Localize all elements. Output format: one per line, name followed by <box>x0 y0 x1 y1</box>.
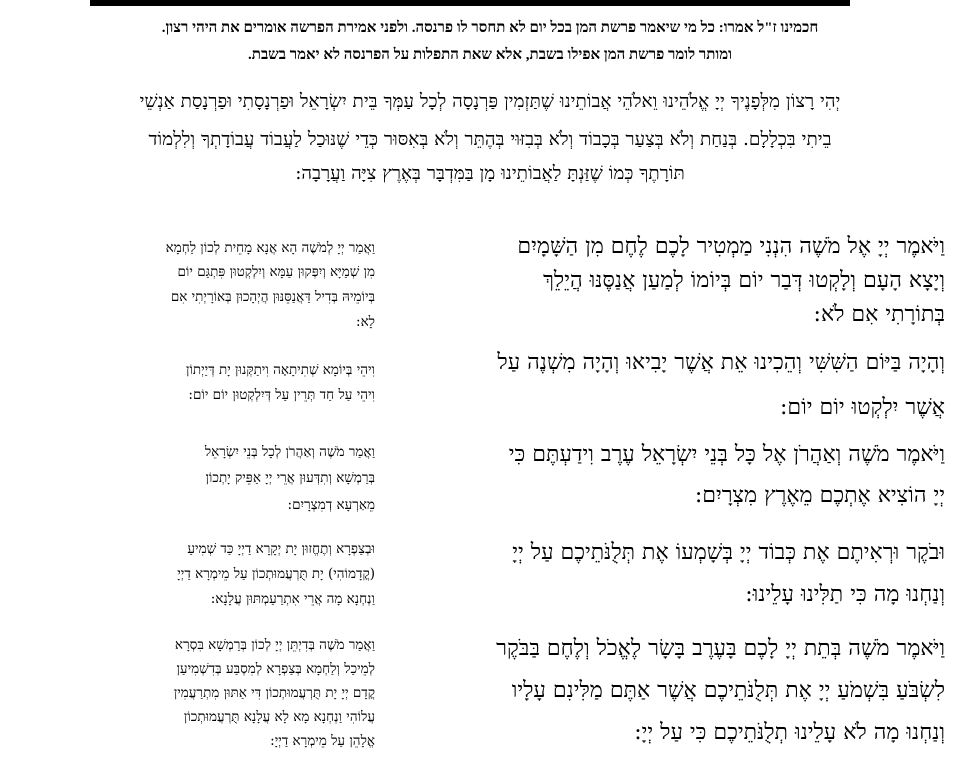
targum-5-line-3: קֳדָם יְיָ יָת תֻּרְעֲמוּתְכוֹן דִּי אַתּוּן מִתְרַעֲמִין <box>173 685 375 701</box>
verse-1-line-1: וַיֹּאמֶר יְיָ אֶל מֹשֶׁה הִנְנִי מַמְטִיר לָכֶם לֶחֶם מִן הַשָּׁמָיִם <box>517 234 945 259</box>
targum-5-line-5: אֱלָהֵן עַל מֵימְרָא דַיְיָ: <box>270 733 375 749</box>
verse-2-line-1: וְהָיָה בַּיּוֹם הַשִּׁשִּׁי וְהֵכִינוּ אֵת אֲשֶׁר יָבִיאוּ וְהָיָה מִשְׁנֶה עַל <box>497 350 945 375</box>
targum-3-line-2: בְּרַמְשָׁא וְתִדְּעוּן אֲרֵי יְיָ אַפֵּיק יָתְכוֹן <box>205 470 375 486</box>
verse-5-line-1: וַיֹּאמֶר מֹשֶׁה בְּתֵת יְיָ לָכֶם בָּעֶרֶב בָּשָׂר לֶאֱכֹל וְלֶחֶם בַּבֹּקֶר <box>496 636 945 661</box>
targum-3-line-3: מֵאַרְעָא דְמִצְרָיִם: <box>287 497 375 513</box>
intro-line-2: ומותר לומר פרשת המן אפילו בשבת, אלא שאת התפלות על הפרנסה לא יאמר בשבת. <box>248 47 732 63</box>
prayer-line-2: בֵיתִי בִּכְלָלָם. בְּנַחַת וְלֹא בְּצַעַר בְּכָבוֹד וְלֹא בְּבִזּוּי בְּהֶתֵּר וְלֹא בְּאִסּוּר כְּדֵי שֶׁנּוּכַל לַעֲבוֹד עֲבוֹדָתְךָ וְלִלְמוֹד <box>148 129 832 150</box>
verse-4-line-1: וּבֹקֶר וּרְאִיתֶם אֶת כְּבוֹד יְיָ בְּשָׁמְעוֹ אֶת תְּלֻנֹּתֵיכֶם עַל יְיָ <box>512 540 945 565</box>
targum-2-line-2: וִיהֵי עַל חַד תְּרֵין עַל דְּיִלְקְטוּן יוֹם יוֹם: <box>188 387 375 403</box>
verse-3-line-2: יְיָ הוֹצִיא אֶתְכֶם מֵאֶרֶץ מִצְרָיִם: <box>694 483 945 508</box>
intro-line-1: חכמינו ז"ל אמרו: כל מי שיאמר פרשת המן בכל יום לא תחסר לו פרנסה. ולפני אמירת הפרשה אומרים את היהי רצון. <box>161 20 819 36</box>
targum-1-line-4: לָא: <box>356 314 375 330</box>
verse-1-line-2: וְיָצָא הָעָם וְלָקְטוּ דְּבַר יוֹם בְּיוֹמוֹ לְמַעַן אֲנַסֶּנּוּ הֲיֵלֵךְ <box>543 268 945 293</box>
targum-4-line-3: וַנְחְנָא מָה אֲרֵי אִתְרַעַמְתּוּן עֲלָנָא: <box>210 591 375 607</box>
targum-5-line-1: וַאֲמַר מֹשֶׁה בְּדִיְתֵּן יְיָ לְכוֹן בְּרַמְשָׁא בִּסְרָא <box>174 637 375 653</box>
targum-2-line-1: וִיהֵי בְּיוֹמָא שְׁתִיתָאָה וִיתַקְּנוּן יָת דְּיַיְתוֹן <box>186 362 375 378</box>
verse-4-line-2: וְנַחְנוּ מָה כִּי תַלִּינוּ עָלֵינוּ: <box>745 582 945 607</box>
verse-5-line-3: וְנַחְנוּ מָה לֹא עָלֵינוּ תְלֻנֹּתֵיכֶם כִּי עַל יְיָ: <box>634 720 945 745</box>
prayer-line-3: תּוֹרָתֶךָ כְּמוֹ שֶׁזַּנְתָּ לַאֲבוֹתֵינוּ מָן בַּמִּדְבָּר בְּאֶרֶץ צִיָּה וַעֲרָבָה: <box>295 163 685 184</box>
targum-1-line-1: וַאֲמַר יְיָ לְמֹשֶׁה הָא אֲנָא מָחֵית לְכוֹן לַחְמָא <box>165 240 375 256</box>
verse-1-line-3: בְּתוֹרָתִי אִם לֹא: <box>813 302 945 327</box>
targum-4-line-2: (קֳדָמוֹהִי) יָת תֻּרְעֲמוּתְכוֹן עַל מֵימְרָא דַיְיָ <box>177 566 375 582</box>
verse-2-line-2: אֲשֶׁר יִלְקְטוּ יוֹם יוֹם: <box>780 395 945 420</box>
targum-5-line-4: עֲלוֹהִי וַנְחְנָא מָא לָא עֲלָנָא תֻּרְעֲמוּתְכוֹן <box>183 709 375 725</box>
targum-3-line-1: וַאֲמַר מֹשֶׁה וְאַהֲרֹן לְכָל בְּנֵי יִשְׂרָאֵל <box>204 444 375 460</box>
verse-3-line-1: וַיֹּאמֶר מֹשֶׁה וְאַהֲרֹן אֶל כָּל בְּנֵי יִשְׂרָאֵל עֶרֶב וִידַעְתֶּם כִּי <box>508 442 945 467</box>
targum-1-line-3: בְּיוֹמֵיהּ בְּדִיל דַּאֲנַסֵּנּוּן הֲיְהָכוּן בְּאוֹרָיְתִי אִם <box>170 289 375 305</box>
targum-4-line-1: וּבְצַפְרָא וְתֶחֱזוּן יָת יְקָרָא דַיְיָ כַּד שְׁמִיעַ <box>187 541 375 557</box>
targum-5-line-2: לְמֵיכַל וְלַחְמָא בְּצַפְרָא לְמִסְבַּע בְּדִשְׁמִיעַן <box>176 661 375 677</box>
top-border <box>90 0 850 6</box>
prayer-line-1: יְהִי רָצוֹן מִלְּפָנֶיךָ יְיָ אֱלֹהֵינוּ וֵאלֹהֵי אֲבוֹתֵינוּ שֶׁתַּזְמִין פַּרְנָסָה לְכָל עַמְּךָ בֵּית יִשְׂרָאֵל וּפַרְנָסָתִי וּפַרְנָסַת אַנְשֵׁי <box>139 91 841 112</box>
targum-1-line-2: מִן שְׁמַיָּא וְיִפְּקוּן עַמָּא וְיִלְקְטוּן פִּתְגַּם יוֹם <box>177 264 375 280</box>
verse-5-line-2: לִשְׂבֹּעַ בִּשְׁמֹעַ יְיָ אֶת תְּלֻנֹּתֵיכֶם אֲשֶׁר אַתֶּם מַלִּינִם עָלָיו <box>511 678 945 703</box>
